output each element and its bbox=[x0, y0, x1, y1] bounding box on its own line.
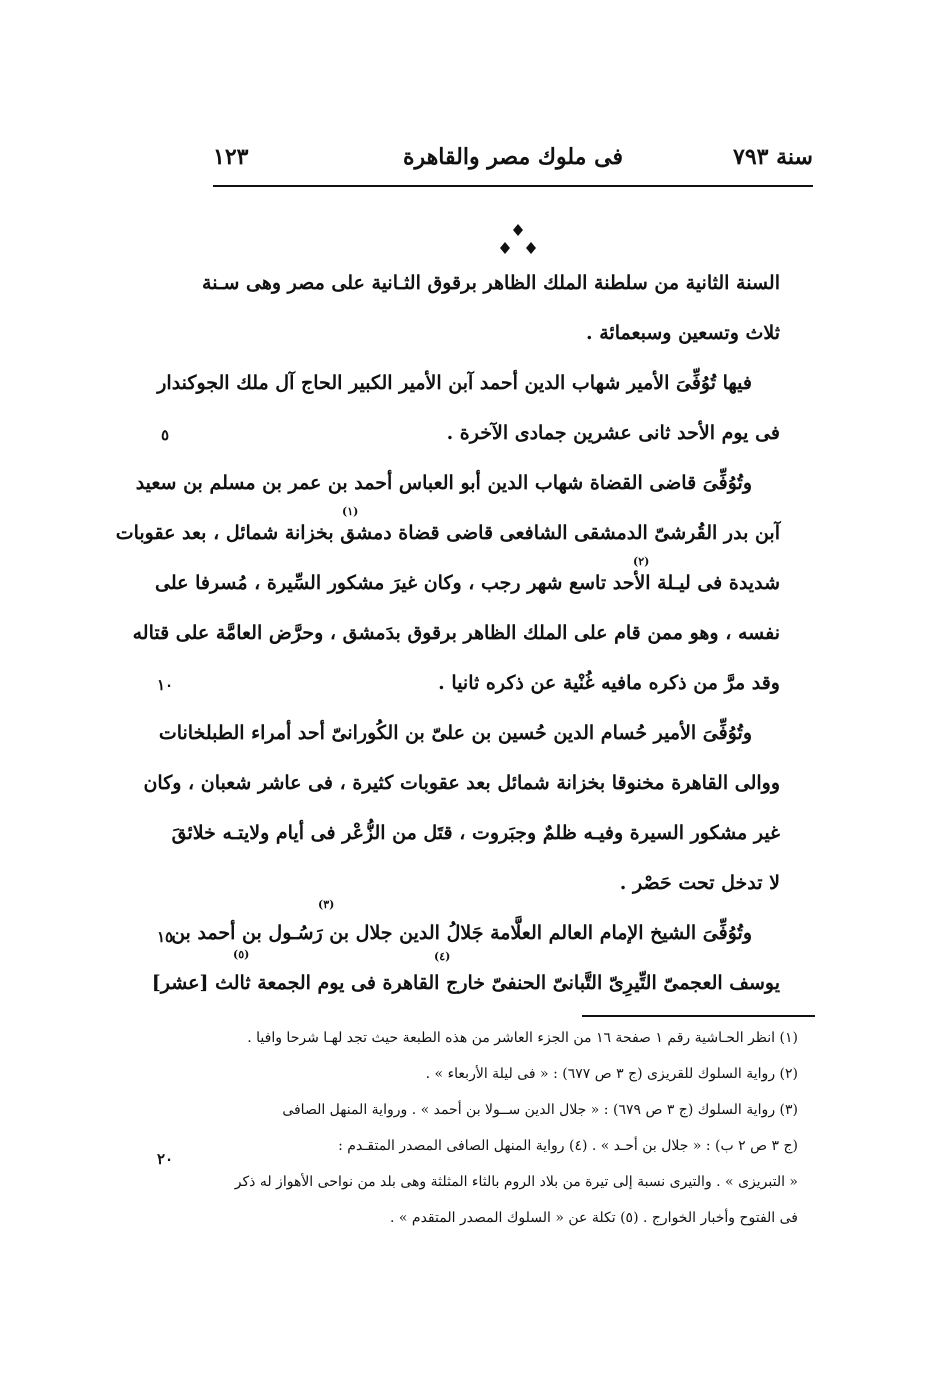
header-year: سنة ٧٩٣ bbox=[733, 144, 813, 170]
body-line-1: السنة الثانية من سلطنة الملك الظاهر برقوق الثـانية على مصر وهى سـنة bbox=[202, 272, 780, 294]
footnote-rule bbox=[582, 1015, 815, 1017]
body-line-6: آبن بدر القُرشىّ الدمشقى الشافعى قاضى قضاة دمشق بخزانة شمائل ، بعد عقوبات bbox=[115, 522, 780, 544]
body-line-7: شديدة فى ليـلة الأحد تاسع شهر رجب ، وكان غيرَ مشكور السِّيرة ، مُسرفا على bbox=[154, 572, 780, 594]
header-title: فى ملوك مصر والقاهرة bbox=[403, 144, 623, 170]
margin-line-number: ٢٠ bbox=[156, 1150, 174, 1168]
page-number: ١٢٣ bbox=[213, 144, 249, 170]
body-line-5: وتُوُفِّىَ قاضى القضاة شهاب الدين أبو العباس أحمد بن عمر بن مسلم بن سعيد bbox=[135, 472, 752, 494]
margin-line-number: ٥ bbox=[160, 426, 170, 444]
footnote-ref-5: (٥) bbox=[233, 948, 250, 961]
body-line-12: غير مشكور السيرة وفيـه ظلمٌ وجبَروت ، قتَل من الزُّعْر فى أيام ولايتـه خلائقَ bbox=[171, 822, 780, 844]
body-line-13: لا تدخل تحت حَصْر . bbox=[619, 872, 780, 894]
body-line-2: ثلاث وتسعين وسبعمائة . bbox=[586, 322, 780, 344]
body-line-15: يوسف العجمىّ التِّيرِىّ التَّبانىّ الحنفىّ خارج القاهرة فى يوم الجمعة ثالث [عشر] bbox=[151, 972, 780, 994]
diamond-ornament-icon bbox=[495, 224, 541, 260]
header-rule bbox=[213, 185, 813, 187]
footnote-6: فى الفتوح وأخبار الخوارج . (٥) تكلة عن « السلوك المصدر المتقدم » . bbox=[389, 1210, 798, 1226]
body-line-9: وقد مرَّ من ذكره مافيه غُنْية عن ذكره ثانيا . bbox=[438, 672, 780, 694]
running-header bbox=[213, 140, 813, 180]
body-line-8: نفسه ، وهو ممن قام على الملك الظاهر برقوق بدَمشق ، وحرَّض العامَّة على قتاله bbox=[132, 622, 780, 644]
margin-line-number: ١٠ bbox=[156, 676, 174, 694]
body-line-10: وتُوُفِّىَ الأمير حُسام الدين حُسين بن علىّ بن الكُورانىّ أحد أمراء الطبلخانات bbox=[158, 722, 752, 744]
body-line-3: فيها تُوُفِّىَ الأمير شهاب الدين أحمد آبن الأمير الكبير الحاج آل ملك الجوكندار bbox=[157, 372, 752, 394]
footnote-1: (١) انظر الحـاشية رقم ١ صفحة ١٦ من الجزء العاشر من هذه الطبعة حيث تجد لهـا شرحا وافيا . bbox=[247, 1030, 798, 1046]
footnote-ref-3: (٣) bbox=[318, 898, 335, 911]
footnote-ref-1: (١) bbox=[342, 505, 359, 518]
margin-line-number: ١٥ bbox=[156, 928, 174, 946]
footnote-ref-4: (٤) bbox=[434, 950, 451, 963]
footnote-2: (٢) رواية السلوك للقريزى (ج ٣ ص ٦٧٧) : « فى ليلة الأربعاء » . bbox=[425, 1066, 798, 1082]
body-line-4: فى يوم الأحد ثانى عشرين جمادى الآخرة . bbox=[446, 422, 780, 444]
footnote-5: « التبريزى » . والتيرى نسبة إلى تيرة من بلاد الروم بالثاء المثلثة وهى بلد من نواحى الأهواز له ذكر bbox=[234, 1174, 798, 1190]
footnote-4: (ج ٣ ص ٢ ب) : « جلال بن أحـد » . (٤) رواية المنهل الصافى المصدر المتقـدم : bbox=[338, 1138, 798, 1154]
footnote-3: (٣) رواية السلوك (ج ٣ ص ٦٧٩) : « جلال الدين ســولا بن أحمد » . ورواية المنهل الصافى bbox=[282, 1102, 798, 1118]
body-line-14: وتُوُفِّىَ الشيخ الإمام العالم العلَّامة جَلالُ الدين جلال بن رَسُـول بن أحمد بن bbox=[171, 922, 752, 944]
footnote-ref-2: (٢) bbox=[633, 555, 650, 568]
body-line-11: ووالى القاهرة مخنوقا بخزانة شمائل بعد عقوبات كثيرة ، فى عاشر شعبان ، وكان bbox=[143, 772, 780, 794]
